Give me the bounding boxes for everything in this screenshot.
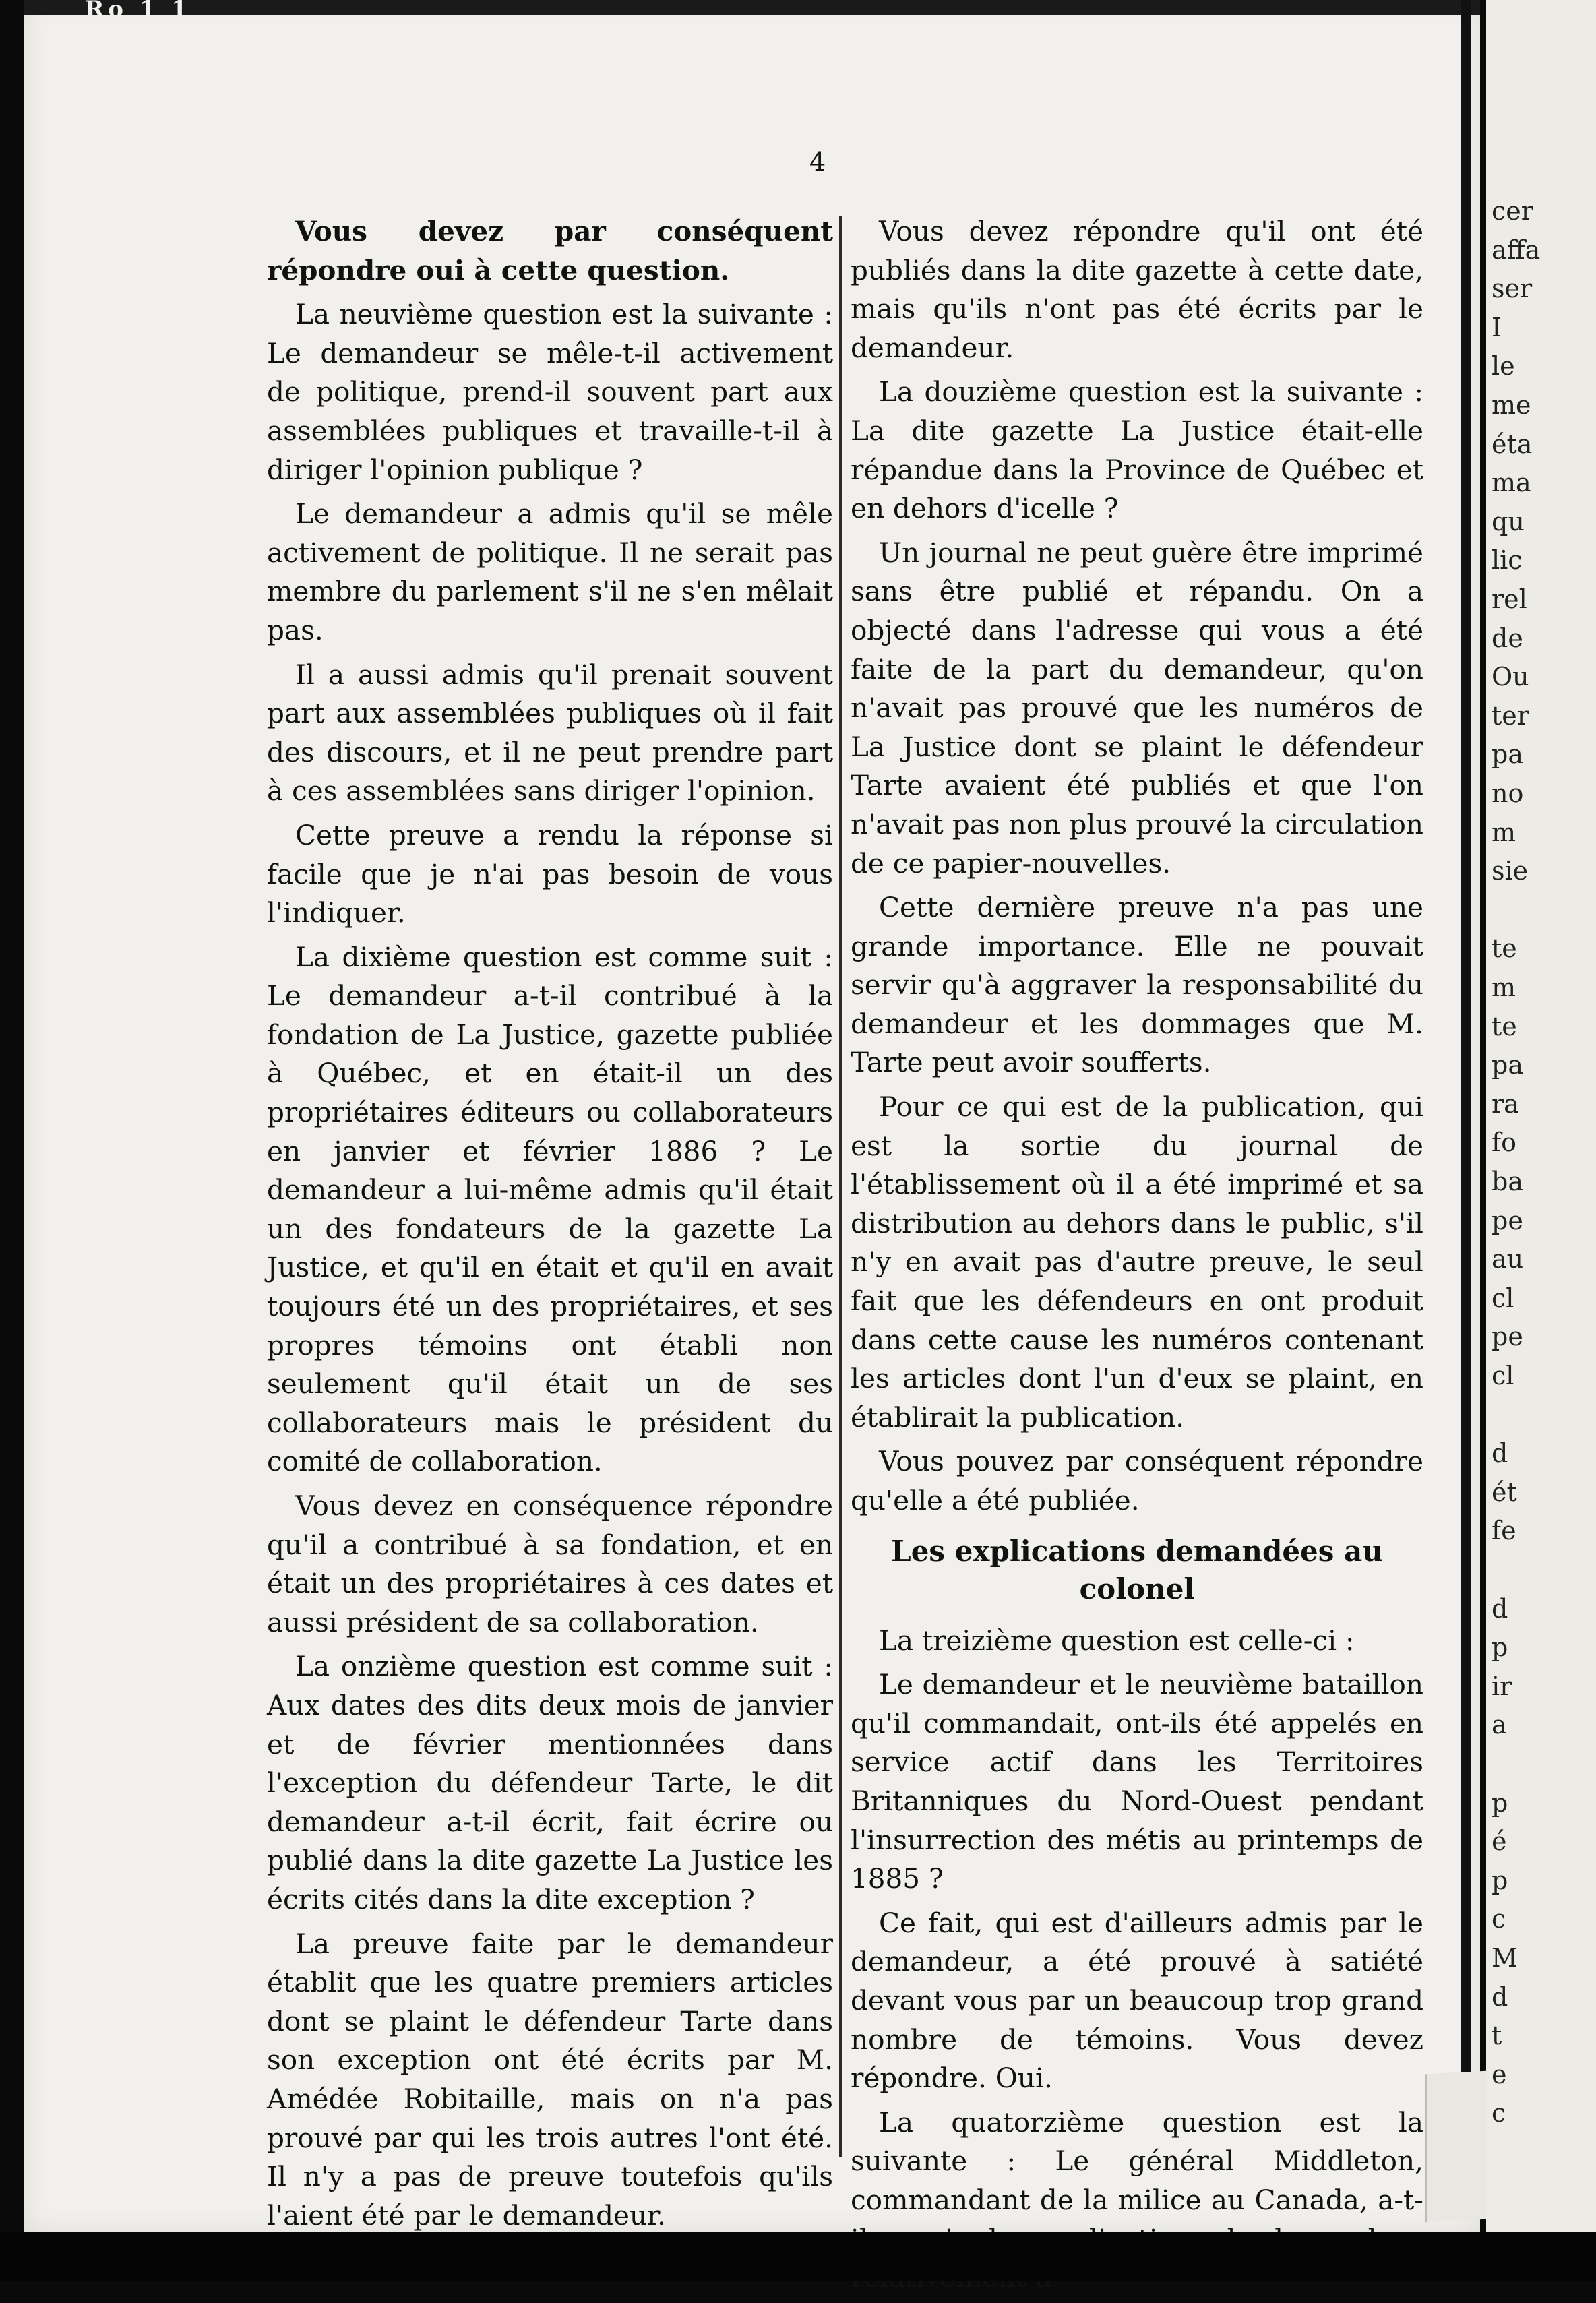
adjacent-page-fragment: sie: [1492, 856, 1529, 886]
adjacent-page-fragment: pe: [1492, 1322, 1523, 1352]
paragraph: Il a aussi admis qu'il prenait souvent part aux assemblées publiques où il fait des discours, et il ne peut prendre part à ces assemblées sans diriger l'opinion.: [267, 658, 833, 807]
adjacent-page-fragment: ra: [1492, 1088, 1519, 1119]
adjacent-page-fragment: p: [1492, 1865, 1508, 1895]
adjacent-page-fragment: e: [1492, 2059, 1507, 2089]
adjacent-page-fragment: de: [1492, 623, 1523, 653]
adjacent-page-fragment: cer: [1492, 196, 1533, 226]
adjacent-page-fragment: fe: [1492, 1516, 1516, 1546]
right-column-bottom: [851, 1622, 1423, 2298]
adjacent-page-fragment: ir: [1492, 1671, 1512, 1701]
adjacent-page-fragment: ét: [1492, 1477, 1517, 1507]
right-column-top: [851, 212, 1423, 1521]
paragraph: Vous devez en conséquence répondre qu'il a contribué à sa fondation, et en était un des propriétaires à ces dates et aussi président de sa collaboration.: [267, 1490, 833, 1638]
adjacent-page-fragment: affa: [1492, 235, 1541, 265]
paragraph: Cette preuve a rendu la réponse si facile que je n'ai pas besoin de vous l'indiquer.: [267, 818, 833, 929]
adjacent-page-fragment: ma: [1492, 468, 1531, 498]
adjacent-page-fragment: p: [1492, 1787, 1508, 1818]
adjacent-page-fragment: fo: [1492, 1128, 1516, 1158]
left-column: [267, 212, 833, 2240]
page-edge-shadow: [1461, 0, 1471, 2093]
paragraph: Vous devez par conséquent répondre oui à cette question.: [267, 215, 833, 286]
paragraph: La onzième question est comme suit : Aux dates des dits deux mois de janvier et de février mentionnées dans l'exception du défendeur Tarte, le dit demandeur a-t-il écrit, fait écrire ou publié dans la dite gazette La Justice les écrits cités dans la dite exception ?: [267, 1650, 833, 1915]
adjacent-page-fragment: pa: [1492, 739, 1523, 770]
scanned-page: [24, 0, 1480, 2232]
paragraph: Cette dernière preuve n'a pas une grande importance. Elle ne pouvait servir qu'à aggraver la responsabilité du demandeur et les dommages que M. Tarte peut avoir soufferts.: [851, 891, 1423, 1079]
adjacent-page-fragment: me: [1492, 390, 1531, 420]
paper-corner-fold: [1425, 2071, 1487, 2223]
paragraph: La quatorzième question est la suivante : Le général Middleton, commandant de la milice au Canada, a-t-: [851, 2106, 1423, 2216]
adjacent-page-fragment: I: [1492, 312, 1502, 342]
adjacent-page-fragment: m: [1492, 973, 1516, 1002]
column-divider: [839, 216, 842, 2157]
adjacent-page-fragment: te: [1492, 1011, 1517, 1041]
adjacent-page-fragment: cl: [1492, 1283, 1514, 1313]
page-number: 4: [809, 147, 826, 177]
adjacent-page-fragment: d: [1492, 1438, 1508, 1469]
paragraph: La douzième question est la suivante : La dite gazette La Justice était-elle répandue dans la Province de Québec et en dehors d'icelle ?: [851, 375, 1423, 525]
paragraph: La preuve faite par le demandeur établit que les quatre premiers articles dont se plaint le défendeur Tarte dans son exception ont été écrits par M. Amédée Robitaille, mais on n'a pas prouvé par qui les trois autres l'ont été. Il n'y a pas de preuve toutefois qu'ils l'aient été par le demandeur.: [267, 1927, 833, 2232]
adjacent-page-sliver: [1486, 0, 1596, 2232]
adjacent-page-fragment: qu: [1492, 506, 1525, 536]
adjacent-page-fragment: ter: [1492, 700, 1529, 731]
top-strip-text: Ro 1 1: [85, 0, 191, 23]
adjacent-page-fragment: é: [1492, 1826, 1507, 1857]
paragraph: Ce fait, qui est d'ailleurs admis par le demandeur, a été prouvé à satiété devant vous par un beaucoup trop grand nombre de témoins. Vous devez répondre. Oui.: [851, 1906, 1423, 2095]
top-dark-strip: [24, 0, 1480, 23]
paragraph: Un journal ne peut guère être imprimé sans être publié et répandu. On a objecté dans l'adresse qui vous a été faite de la part du demandeur, qu'on n'avait pas prouvé que les numéros de La Justice dont se plaint le défendeur Tarte avaient été publiés et que l'on n'avait pas non plus prouvé la circulation de ce papier-nouvelles.: [851, 536, 1423, 880]
bottom-dark-strip: [0, 2232, 1596, 2281]
adjacent-page-fragment: d: [1492, 1593, 1508, 1624]
adjacent-page-fragment: c: [1492, 1904, 1506, 1934]
paragraph: Le demandeur et le neuvième bataillon qu'il commandait, ont-ils été appelés en service actif dans les Territoires Britanniques du Nord-Ouest pendant l'insurrection des métis au printemps de 1885 ?: [851, 1668, 1423, 1895]
paragraph: La dixième question est comme suit : Le demandeur a-t-il contribué à la fondation de La Justice, gazette publiée à Québec, et en était-il un des propriétaires éditeurs ou collaborateurs en janvier et février 1886 ? Le demandeur a lui-même admis qu'il était un des fondateurs de la gazette La Justice, et qu'il en était et qu'il en avait toujours été un des propriétaires, et ses propres témoins ont établi non seulement qu'il était un de ses collaborateurs mais le président du comité de collaboration.: [267, 940, 833, 1478]
adjacent-page-fragment: p: [1492, 1632, 1508, 1663]
right-column: [851, 212, 1423, 2303]
paragraph: La treizième question est celle-ci :: [879, 1624, 1355, 1657]
adjacent-page-fragment: ba: [1492, 1167, 1523, 1196]
paragraph: Le demandeur a admis qu'il se mêle activement de politique. Il ne serait pas membre du parlement s'il ne s'en mêlait pas.: [267, 497, 833, 646]
adjacent-page-fragment: lic: [1492, 545, 1523, 576]
adjacent-page-fragment: M: [1492, 1943, 1518, 1973]
adjacent-page-fragment: cl: [1492, 1361, 1514, 1390]
paragraph: Pour ce qui est de la publication, qui est la sortie du journal de l'établissement où il a été imprimé et sa distribution au dehors dans le public, s'il n'y en avait pas d'autre preuve, le seul fait que les défendeurs en ont produit dans cette cause les numéros contenant les articles dont l'un d'eux se plaint, en établirait la publication.: [851, 1091, 1423, 1434]
section-heading: Les explications demandées au colonel: [891, 1534, 1383, 1605]
adjacent-page-fragment: te: [1492, 933, 1517, 964]
adjacent-page-fragment: le: [1492, 351, 1515, 381]
paragraph: La neuvième question est la suivante : Le demandeur se mêle-t-il activement de politique, prend-il souvent part aux assemblées publiques et travaille-t-il à diriger l'opinion publique ?: [267, 298, 833, 486]
adjacent-page-fragment: m: [1492, 817, 1516, 847]
paragraph: Vous devez répondre qu'il ont été publiés dans la dite gazette à cette date, mais qu'ils n'ont pas été écrits par le demandeur.: [851, 215, 1423, 364]
adjacent-page-fragment: c: [1492, 2098, 1506, 2128]
adjacent-page-fragment: d: [1492, 1982, 1508, 2012]
adjacent-page-fragment: pa: [1492, 1050, 1523, 1080]
paragraph: Vous pouvez par conséquent répondre qu'elle a été publiée.: [851, 1445, 1423, 1516]
adjacent-page-fragment: au: [1492, 1244, 1524, 1275]
adjacent-page-fragment: éta: [1492, 429, 1533, 459]
adjacent-page-fragment: ser: [1492, 274, 1533, 304]
adjacent-page-fragment: Ou: [1492, 662, 1529, 692]
adjacent-page-fragment: pe: [1492, 1205, 1523, 1235]
adjacent-page-fragment: a: [1492, 1710, 1507, 1740]
adjacent-page-fragment: t: [1492, 2021, 1502, 2051]
adjacent-page-fragment: rel: [1492, 584, 1527, 614]
adjacent-page-fragment: no: [1492, 778, 1524, 808]
